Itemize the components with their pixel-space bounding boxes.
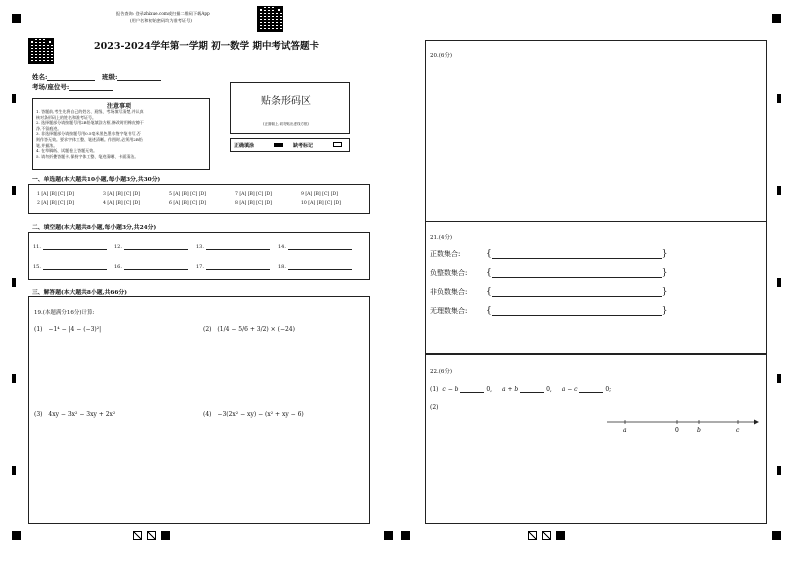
corner-mark-top-right [772,14,781,23]
q19-part1-label: (1) [34,326,43,333]
blank-label: 12. [114,244,122,250]
blank-17[interactable] [196,264,270,270]
blank-16[interactable] [114,264,188,270]
tick-label-0: 0 [675,427,679,434]
q19-part2-expression: (1/4 − 5/6 + 3/2) × (−24) [217,326,295,333]
barcode-area [230,82,350,134]
class-underline [117,73,161,81]
note-item: 3. 非选择题部分请按题号用0.5毫米黑色墨水签字笔书写,否则作答无效。要求字体工整、笔迹清晰。作图时,必须用2B铅笔,并描浓。 [36,131,143,148]
mc-question-6[interactable]: 6 [A] [B] [C] [D] [169,201,206,206]
corner-mark-bottom-left [12,531,21,540]
correct-fill-sample [274,143,283,147]
q22-part2-label: (2) [430,404,439,411]
timing-mark [12,278,16,287]
set-answer-line [492,290,662,297]
barcode-note: (正面朝上,切勿贴出虚线方框) [263,122,309,126]
name-label: 姓名: [32,73,48,81]
correct-fill-label: 正确填涂 [234,143,255,149]
section2-title: 二、填空题(本大题共8小题,每小题3分,共24分) [32,225,157,231]
page-id-mark [133,531,142,540]
blank-15[interactable] [33,264,107,270]
right-brace: } [661,268,668,278]
page-title: 2023-2024学年第一学期 初一数学 期中考试答题卡 [94,41,319,52]
class-field[interactable] [102,72,161,81]
q22-part1 [430,386,611,393]
corner-mark-bottom-mid-left [384,531,393,540]
blank-13[interactable] [196,244,270,250]
blank-label: 17. [196,264,204,270]
blank-line [124,244,188,250]
qr-code-left[interactable] [28,38,54,64]
note-item: 1. 答题前,考生先将自己的姓名、班级、考场填写清楚,并认真核对条形码上的姓名和准考证号。 [36,109,144,120]
q19-answer-box[interactable] [28,296,370,524]
q19-title: 19.(本题满分16分)计算: [34,310,95,316]
top-note-line-1: 报告查询: 登录zhixue.com或扫描二维码下载App [116,11,210,16]
blank-line [206,244,270,250]
corner-mark-bottom-right [772,531,781,540]
seat-label: 考场/座位号: [32,83,70,91]
page-id-mark [528,531,537,540]
mc-row-2 [37,201,367,206]
set-label: 无理数集合: [430,307,468,315]
set-row-nonnegative[interactable] [430,287,667,297]
number-line-arrow [754,420,759,425]
q19-part1-expression: −1⁴ − |4 − (−3)²| [48,326,102,333]
timing-mark [777,374,781,383]
seat-field[interactable] [32,82,113,91]
set-row-positive[interactable] [430,249,667,259]
q21-title: 21.(4分) [430,235,453,241]
set-label: 负整数集合: [430,269,468,277]
timing-mark [777,278,781,287]
blank-label: 16. [114,264,122,270]
page-id-mark [542,531,551,540]
set-label: 正数集合: [430,250,461,258]
q22-expr-a-plus-b: a + b [501,386,519,393]
tick-label-c: c [736,427,740,434]
number-line [602,415,762,437]
left-brace: { [486,268,492,278]
seat-underline [69,83,113,91]
q22-compare-blank-3[interactable] [579,386,603,393]
section1-title: 一、单选题(本大题共10小题,每小题3分,共30分) [32,177,161,183]
fill-legend [230,138,350,152]
set-answer-line [492,309,662,316]
section3-title: 三、解答题(本大题共8小题,共66分) [32,290,127,296]
q19-part2-label: (2) [203,326,212,333]
timing-mark [777,94,781,103]
qr-code-top[interactable] [257,6,283,32]
q22-zero-2: 0, [546,386,552,393]
q19-part3-expression: 4xy − 3x² − 3xy + 2x² [48,411,116,418]
blank-label: 13. [196,244,204,250]
mc-question-8[interactable]: 8 [A] [B] [C] [D] [235,201,272,206]
set-label: 非负数集合: [430,288,468,296]
blank-12[interactable] [114,244,188,250]
blank-label: 15. [33,264,41,270]
mc-question-4[interactable]: 4 [A] [B] [C] [D] [103,201,140,206]
page-id-mark [161,531,170,540]
timing-mark [777,186,781,195]
tick-label-b: b [697,427,701,434]
timing-mark [12,374,16,383]
blank-11[interactable] [33,244,107,250]
left-brace: { [486,287,492,297]
fill-blank-box [28,232,370,280]
q19-part1 [34,326,101,333]
blank-line [124,264,188,270]
q22-expr-c-minus-b: c − b [442,386,459,393]
timing-mark [12,94,16,103]
mc-question-3[interactable]: 3 [A] [B] [C] [D] [103,192,140,197]
left-brace: { [486,249,492,259]
blank-line [288,244,352,250]
mc-question-2[interactable]: 2 [A] [B] [C] [D] [37,201,74,206]
corner-mark-top-left [12,14,21,23]
blank-label: 18. [278,264,286,270]
blank-line [43,244,107,250]
blank-line [43,264,107,270]
page-id-mark [147,531,156,540]
mc-question-1[interactable]: 1 [A] [B] [C] [D] [37,192,74,197]
notes-box [32,98,210,170]
blank-label: 14. [278,244,286,250]
barcode-title: 贴条形码区 [261,96,311,107]
notes-title: 注意事项 [107,103,132,110]
mc-row-1 [37,192,367,197]
q22-compare-blank-2[interactable] [520,386,544,393]
left-brace: { [486,306,492,316]
mc-question-9[interactable]: 9 [A] [B] [C] [D] [301,192,338,197]
timing-mark [12,466,16,475]
name-underline [47,73,95,81]
note-item: 5. 请勿折叠答题卡,保持字体工整、笔迹清晰、卡面清洁。 [36,153,139,159]
blank-label: 11. [33,244,41,250]
blank-line [206,264,270,270]
blank-14[interactable] [278,244,352,250]
top-note-line-2: (用户名和初始密码均为准考证号) [130,18,192,23]
mc-answer-box [28,184,370,214]
notes-list [36,109,144,159]
page-id-mark [556,531,565,540]
mc-question-7[interactable]: 7 [A] [B] [C] [D] [235,192,272,197]
note-item: 4. 在草稿纸、试题卷上答题无效。 [36,148,98,154]
timing-mark [12,186,16,195]
q20-title: 20.(6分) [430,53,453,59]
q21-answer-box[interactable] [425,222,767,354]
set-row-irrational[interactable] [430,306,667,316]
q19-part2 [203,326,295,333]
mc-question-5[interactable]: 5 [A] [B] [C] [D] [169,192,206,197]
q20-answer-box[interactable] [425,40,767,222]
q19-part4 [203,411,304,418]
right-brace: } [661,249,668,259]
tick-label-a: a [623,427,627,434]
absent-mark-label: 缺考标记 [293,143,314,149]
q22-answer-box[interactable] [425,354,767,524]
set-answer-line [492,271,662,278]
q19-part3-label: (3) [34,411,43,418]
q19-part3 [34,411,115,418]
q22-zero-1: 0, [486,386,493,393]
set-answer-line [492,252,662,259]
q22-compare-blank-1[interactable] [460,386,484,393]
q22-part1-label: (1) [430,386,439,393]
name-field[interactable] [32,72,95,81]
blank-line [288,264,352,270]
class-label: 班级: [102,73,118,81]
set-row-negative-integer[interactable] [430,268,667,278]
corner-mark-bottom-mid-right [401,531,410,540]
q22-title: 22.(6分) [430,369,453,375]
q22-expr-a-minus-c: a − c [561,386,578,393]
mc-question-10[interactable]: 10 [A] [B] [C] [D] [301,201,341,206]
timing-mark [777,466,781,475]
blank-18[interactable] [278,264,352,270]
absent-mark-checkbox[interactable] [333,142,342,147]
right-brace: } [661,287,668,297]
q19-part4-label: (4) [203,411,212,418]
q19-part4-expression: −3(2x² − xy) − (x² + xy − 6) [217,411,304,418]
q22-zero-3: 0; [605,386,612,393]
note-item: 2. 选择题部分请按题号用2B铅笔填涂方框,修改时用橡皮擦干净,不留痕迹。 [36,120,144,131]
right-brace: } [661,306,668,316]
